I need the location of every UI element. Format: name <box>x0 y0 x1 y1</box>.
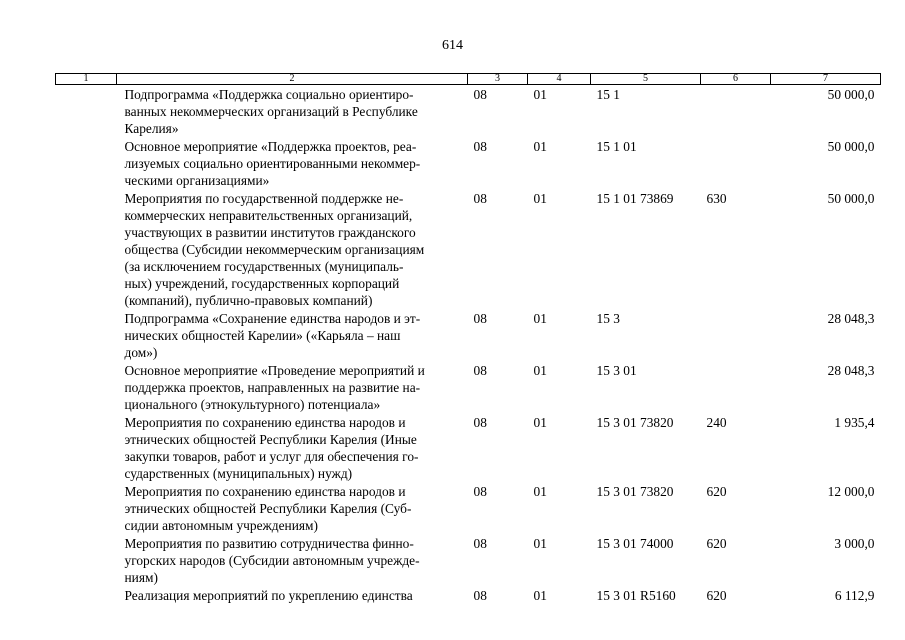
row-number-cell <box>56 482 117 534</box>
item-name: Мероприятия по государственной поддержке не- коммерческих неправительственных организаций, участвующих в развитии институтов гражданского общества (Субсидии некоммерческим организациям (за исключением государственных (муниципаль- ных) учреждений, государственных корпораций (компаний), публично-правовых компаний) <box>124 191 425 308</box>
budget-table <box>55 73 881 604</box>
item-name: Мероприятия по сохранению единства народов и этнических общностей Республики Карелия (Суб- сидии автономным учреждениям) <box>124 484 412 533</box>
table-row <box>56 586 881 604</box>
header-col-3: 3 <box>468 74 528 85</box>
table-header <box>56 74 881 85</box>
subsection-code: 01 <box>533 139 547 154</box>
row-number-cell <box>56 137 117 189</box>
table-row <box>56 361 881 413</box>
target-article-code: 15 1 01 <box>596 139 637 154</box>
section-code: 08 <box>473 87 487 102</box>
target-article-code: 15 1 01 73869 <box>596 191 674 206</box>
amount: 28 048,3 <box>827 363 875 378</box>
section-code: 08 <box>473 363 487 378</box>
subsection-code: 01 <box>533 311 547 326</box>
expense-type-code: 620 <box>706 484 727 499</box>
header-col-1: 1 <box>56 74 117 85</box>
header-col-5: 5 <box>591 74 701 85</box>
target-article-code: 15 3 01 74000 <box>596 536 674 551</box>
subsection-code: 01 <box>533 415 547 430</box>
subsection-code: 01 <box>533 588 547 603</box>
header-col-6: 6 <box>701 74 771 85</box>
row-number-cell <box>56 534 117 586</box>
target-article-code: 15 3 <box>596 311 620 326</box>
table-row <box>56 534 881 586</box>
row-number-cell <box>56 413 117 482</box>
row-number-cell <box>56 361 117 413</box>
amount: 6 112,9 <box>834 588 875 603</box>
row-number-cell <box>56 85 117 138</box>
section-code: 08 <box>473 415 487 430</box>
header-row <box>56 74 881 85</box>
expense-type-code <box>701 309 771 361</box>
header-col-4: 4 <box>528 74 591 85</box>
subsection-code: 01 <box>533 87 547 102</box>
amount: 3 000,0 <box>834 536 875 551</box>
table-row <box>56 137 881 189</box>
subsection-code: 01 <box>533 191 547 206</box>
table-row <box>56 189 881 309</box>
table-row <box>56 309 881 361</box>
table-row <box>56 482 881 534</box>
subsection-code: 01 <box>533 363 547 378</box>
expense-type-code <box>701 85 771 138</box>
table-row <box>56 85 881 138</box>
target-article-code: 15 3 01 73820 <box>596 484 674 499</box>
item-name: Мероприятия по сохранению единства народов и этнических общностей Республики Карелия (Иные закупки товаров, работ и услуг для обеспечения го- сударственных (муниципальных) нужд) <box>124 415 419 481</box>
target-article-code: 15 3 01 R5160 <box>596 588 676 603</box>
section-code: 08 <box>473 588 487 603</box>
item-name: Подпрограмма «Сохранение единства народов и эт- нических общностей Карелии» («Карьяла – наш дом») <box>124 311 421 360</box>
section-code: 08 <box>473 536 487 551</box>
expense-type-code: 240 <box>706 415 727 430</box>
amount: 1 935,4 <box>834 415 875 430</box>
expense-type-code <box>701 137 771 189</box>
section-code: 08 <box>473 139 487 154</box>
amount: 28 048,3 <box>827 311 875 326</box>
amount: 50 000,0 <box>827 139 875 154</box>
amount: 50 000,0 <box>827 87 875 102</box>
header-col-7: 7 <box>771 74 881 85</box>
section-code: 08 <box>473 191 487 206</box>
item-name: Подпрограмма «Поддержка социально ориентиро- ванных некоммерческих организаций в Республике Карелия» <box>124 87 418 136</box>
row-number-cell <box>56 586 117 604</box>
item-name: Основное мероприятие «Проведение мероприятий и поддержка проектов, направленных на развитие на- ционального (этнокультурного) потенциала» <box>124 363 425 412</box>
table-row <box>56 413 881 482</box>
header-col-2: 2 <box>117 74 468 85</box>
item-name: Основное мероприятие «Поддержка проектов, реа- лизуемых социально ориентированными некоммер- ческими организациями» <box>124 139 421 188</box>
expense-type-code: 630 <box>706 191 727 206</box>
item-name: Мероприятия по развитию сотрудничества финно- угорских народов (Субсидии автономным учрежде- ниям) <box>124 536 420 585</box>
table-body <box>56 85 881 605</box>
target-article-code: 15 1 <box>596 87 620 102</box>
subsection-code: 01 <box>533 536 547 551</box>
expense-type-code: 620 <box>706 536 727 551</box>
subsection-code: 01 <box>533 484 547 499</box>
row-number-cell <box>56 309 117 361</box>
expense-type-code <box>701 361 771 413</box>
page-number: 614 <box>442 38 463 53</box>
section-code: 08 <box>473 484 487 499</box>
target-article-code: 15 3 01 73820 <box>596 415 674 430</box>
amount: 50 000,0 <box>827 191 875 206</box>
amount: 12 000,0 <box>827 484 875 499</box>
expense-type-code: 620 <box>706 588 727 603</box>
item-name: Реализация мероприятий по укреплению единства <box>124 588 413 603</box>
row-number-cell <box>56 189 117 309</box>
target-article-code: 15 3 01 <box>596 363 637 378</box>
section-code: 08 <box>473 311 487 326</box>
